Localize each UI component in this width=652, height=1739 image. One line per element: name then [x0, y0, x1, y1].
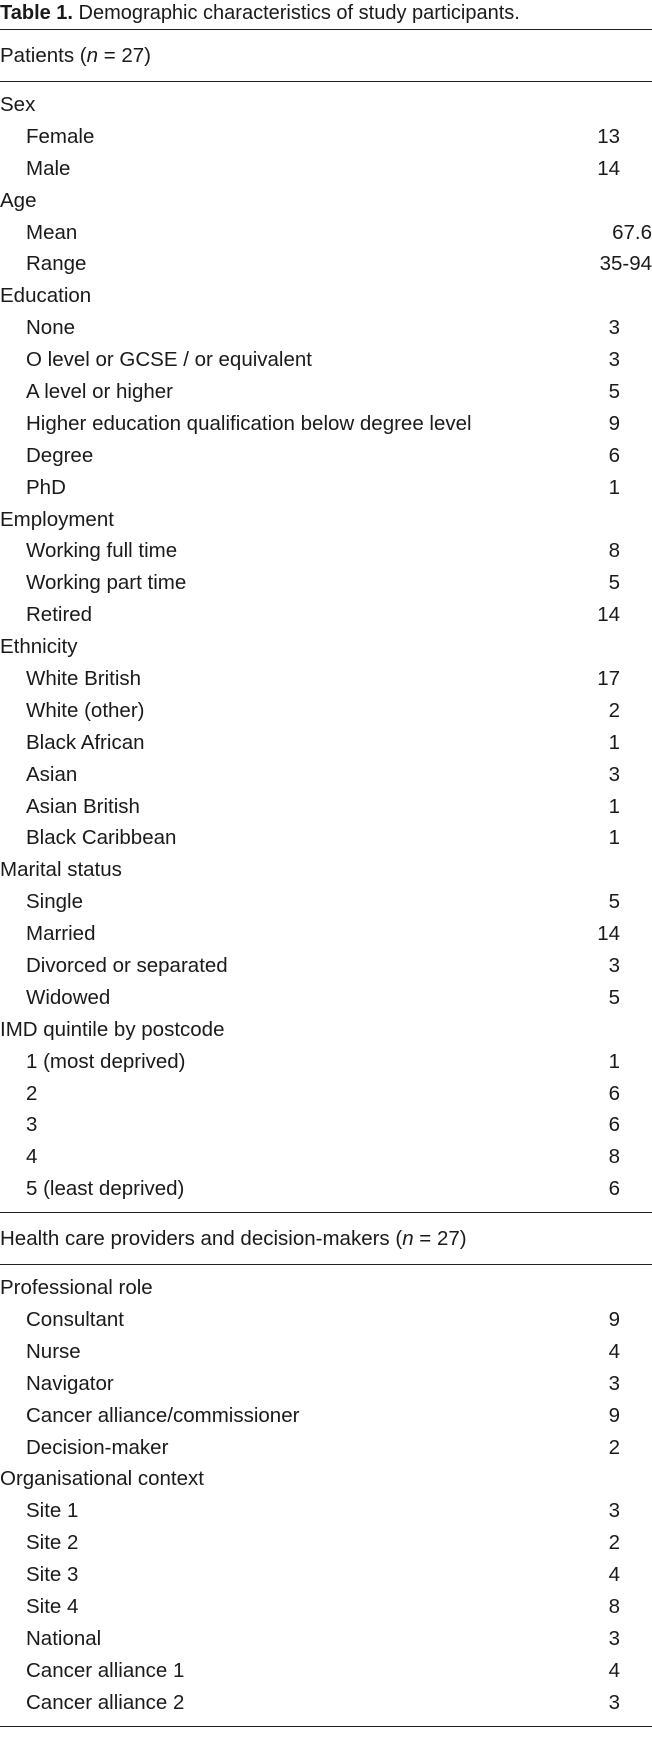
- row-value: 67.6: [612, 220, 652, 244]
- table-row: [0, 599, 652, 631]
- row-label: Black Caribbean: [26, 826, 177, 850]
- row-value: 1: [608, 1049, 620, 1073]
- row-label: 4: [26, 1145, 38, 1169]
- table-row: [0, 791, 652, 823]
- category-title: Employment: [0, 507, 114, 531]
- category-title: Marital status: [0, 858, 122, 882]
- row-label: 3: [26, 1113, 38, 1137]
- row-label: 2: [26, 1081, 38, 1105]
- row-value: 5: [608, 890, 620, 914]
- category-heading: [0, 280, 652, 312]
- row-value: 8: [608, 1145, 620, 1169]
- row-value: 17: [597, 666, 620, 690]
- row-label: National: [26, 1626, 102, 1650]
- row-label: Working part time: [26, 571, 187, 595]
- row-value: 3: [608, 1371, 620, 1395]
- category-title: Ethnicity: [0, 635, 78, 659]
- row-label: Widowed: [26, 985, 111, 1009]
- caption-label: Table 1.: [0, 2, 73, 24]
- row-value: 5: [608, 985, 620, 1009]
- row-label: PhD: [26, 475, 66, 499]
- table-row: [0, 567, 652, 599]
- row-label: O level or GCSE / or equivalent: [26, 348, 312, 372]
- category-heading: [0, 854, 652, 886]
- row-value: 8: [608, 539, 620, 563]
- table-row: [0, 535, 652, 567]
- category-title: Education: [0, 284, 92, 308]
- row-value: 6: [608, 1113, 620, 1137]
- table-row: [0, 822, 652, 854]
- row-value: 1: [608, 730, 620, 754]
- row-label: Cancer alliance 2: [26, 1690, 185, 1714]
- table-row: [0, 408, 652, 440]
- bottom-rule: [0, 1726, 652, 1727]
- row-label: Site 1: [26, 1499, 79, 1523]
- row-label: Single: [26, 890, 83, 914]
- table-row: [0, 1141, 652, 1173]
- category-heading: [0, 631, 652, 663]
- table-row: [0, 1559, 652, 1591]
- table-row: [0, 1432, 652, 1464]
- table-row: [0, 153, 652, 185]
- table-row: [0, 759, 652, 791]
- table-row: [0, 1078, 652, 1110]
- row-value: 6: [608, 1177, 620, 1201]
- table-row: [0, 727, 652, 759]
- row-value: 3: [608, 762, 620, 786]
- row-value: 3: [608, 1626, 620, 1650]
- row-label: 5 (least deprived): [26, 1177, 185, 1201]
- row-value: 2: [608, 1531, 620, 1555]
- row-label: Retired: [26, 603, 93, 627]
- table-row: [0, 344, 652, 376]
- row-label: Navigator: [26, 1371, 114, 1395]
- table-row: [0, 217, 652, 249]
- category-title: Sex: [0, 92, 36, 116]
- row-value: 4: [608, 1658, 620, 1682]
- category-heading: [0, 1464, 652, 1496]
- row-value: 3: [608, 348, 620, 372]
- row-value: 3: [608, 316, 620, 340]
- category-title: IMD quintile by postcode: [0, 1017, 225, 1041]
- table-row: [0, 695, 652, 727]
- table-row: [0, 1173, 652, 1205]
- table-row: [0, 1495, 652, 1527]
- category-heading: [0, 504, 652, 536]
- row-value: 2: [608, 698, 620, 722]
- providers-body: [0, 1265, 652, 1725]
- row-label: Cancer alliance 1: [26, 1658, 185, 1682]
- table-row: [0, 1687, 652, 1719]
- row-value: 3: [608, 1690, 620, 1714]
- table-row: [0, 950, 652, 982]
- row-label: Male: [26, 156, 71, 180]
- category-heading: [0, 89, 652, 121]
- category-title: Age: [0, 188, 37, 212]
- row-label: Mean: [26, 220, 78, 244]
- row-label: Consultant: [26, 1308, 125, 1331]
- table-row: [0, 1591, 652, 1623]
- row-label: Cancer alliance/commissioner: [26, 1403, 300, 1427]
- category-title: Professional role: [0, 1276, 153, 1300]
- row-label: A level or higher: [26, 379, 174, 403]
- table-row: [0, 1368, 652, 1400]
- category-heading: [0, 1014, 652, 1046]
- row-label: Site 2: [26, 1531, 79, 1555]
- table-caption: [0, 0, 652, 29]
- table-row: [0, 312, 652, 344]
- table-row: [0, 1400, 652, 1432]
- table-row: [0, 376, 652, 408]
- row-value: 14: [597, 603, 620, 627]
- row-value: 5: [608, 571, 620, 595]
- row-value: 9: [608, 1308, 620, 1331]
- table-row: [0, 1336, 652, 1368]
- row-label: 1 (most deprived): [26, 1049, 186, 1073]
- patients-section-header: Patients (n = 27): [0, 44, 152, 67]
- row-value: 3: [608, 1499, 620, 1523]
- table-row: [0, 1304, 652, 1336]
- category-heading: [0, 1272, 652, 1304]
- row-value: 6: [608, 443, 620, 467]
- row-value: 4: [608, 1563, 620, 1587]
- row-value: 1: [608, 475, 620, 499]
- row-value: 1: [608, 794, 620, 818]
- patients-body: [0, 82, 652, 1212]
- table-row: [0, 1655, 652, 1687]
- row-label: Higher education qualification below degree level: [26, 411, 472, 435]
- row-label: White British: [26, 666, 142, 690]
- row-label: Married: [26, 922, 96, 946]
- row-value: 35-94: [599, 252, 652, 276]
- caption-text: Demographic characteristics of study participants.: [73, 2, 520, 24]
- row-label: Female: [26, 124, 95, 148]
- row-label: Working full time: [26, 539, 178, 563]
- row-label: Black African: [26, 730, 145, 754]
- row-label: Decision-maker: [26, 1435, 169, 1459]
- row-value: 3: [608, 953, 620, 977]
- row-label: Asian: [26, 762, 78, 786]
- row-value: 8: [608, 1595, 620, 1619]
- row-value: 13: [597, 124, 620, 148]
- row-value: 2: [608, 1435, 620, 1459]
- row-value: 4: [608, 1339, 620, 1363]
- row-label: Site 4: [26, 1595, 79, 1619]
- category-title: Organisational context: [0, 1467, 204, 1491]
- table-row: [0, 1046, 652, 1078]
- row-label: Nurse: [26, 1339, 81, 1363]
- row-label: Divorced or separated: [26, 953, 228, 977]
- table-row: [0, 663, 652, 695]
- row-value: 9: [608, 411, 620, 435]
- table-row: [0, 121, 652, 153]
- table-row: [0, 1623, 652, 1655]
- table-row: [0, 440, 652, 472]
- table-row: [0, 982, 652, 1014]
- category-heading: [0, 185, 652, 217]
- row-label: White (other): [26, 698, 145, 722]
- table-row: [0, 248, 652, 280]
- row-value: 9: [608, 1403, 620, 1427]
- row-value: 14: [597, 922, 620, 946]
- table-row: [0, 918, 652, 950]
- table-row: [0, 1527, 652, 1559]
- table-row: [0, 886, 652, 918]
- row-label: None: [26, 316, 76, 340]
- providers-section-header: Health care providers and decision-makers (n = 27): [0, 1227, 467, 1251]
- row-label: Site 3: [26, 1563, 79, 1587]
- row-value: 1: [608, 826, 620, 850]
- table-row: [0, 472, 652, 504]
- row-label: Range: [26, 252, 87, 276]
- row-label: Asian British: [26, 794, 140, 818]
- row-value: 6: [608, 1081, 620, 1105]
- row-value: 5: [608, 379, 620, 403]
- row-label: Degree: [26, 443, 94, 467]
- row-value: 14: [597, 156, 620, 180]
- table-row: [0, 1110, 652, 1142]
